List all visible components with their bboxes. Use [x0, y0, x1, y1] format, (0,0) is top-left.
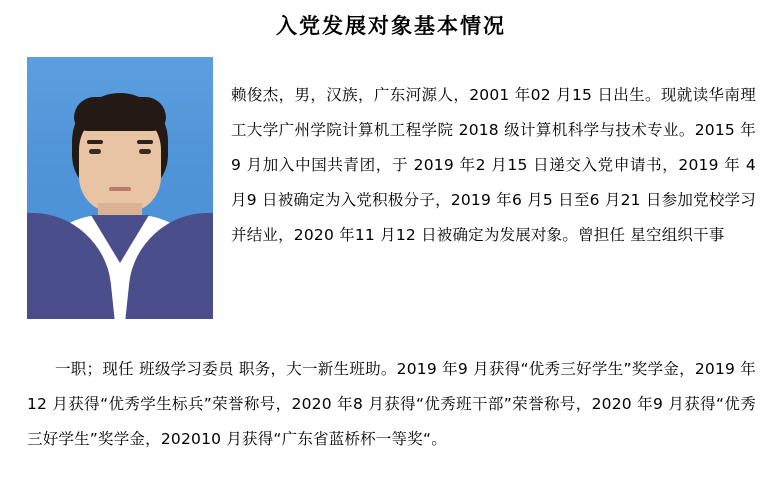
- portrait-eye-right: [139, 149, 151, 154]
- portrait-brow-left: [87, 140, 103, 144]
- portrait-brow-right: [137, 140, 153, 144]
- body-paragraph-2: 一职；现任 班级学习委员 职务，大一新生班助。2019 年9 月获得“优秀三好学生”奖学金，2019 年12 月获得“优秀学生标兵”荣誉称号，2020 年8 月获得“优秀班干部”荣誉称号，2020 年9 月获得“优秀三好学生”奖学金，202010 月获得“广东省蓝桥杯一等奖“。: [27, 359, 756, 448]
- page-title: 入党发展对象基本情况: [276, 14, 506, 38]
- portrait-photo: [27, 57, 213, 319]
- portrait-mouth: [109, 187, 131, 191]
- portrait-fringe: [74, 97, 166, 131]
- body-paragraph-1: 赖俊杰，男，汉族，广东河源人，2001 年02 月15 日出生。现就读华南理工大学广州学院计算机工程学院 2018 级计算机科学与技术专业。2015 年 9 月加入中国共青团，于 2019 年2 月15 日递交入党申请书，2019 年 4 月9 日被确定为入党积极分子，2019 年6 月5 日至6 月21 日参加党校学习并结业，2020 年11 月12 日被确定为发展对象。曾担任 星空组织干事: [231, 85, 756, 244]
- portrait-eye-left: [89, 149, 101, 154]
- portrait-photo-image: [27, 57, 213, 319]
